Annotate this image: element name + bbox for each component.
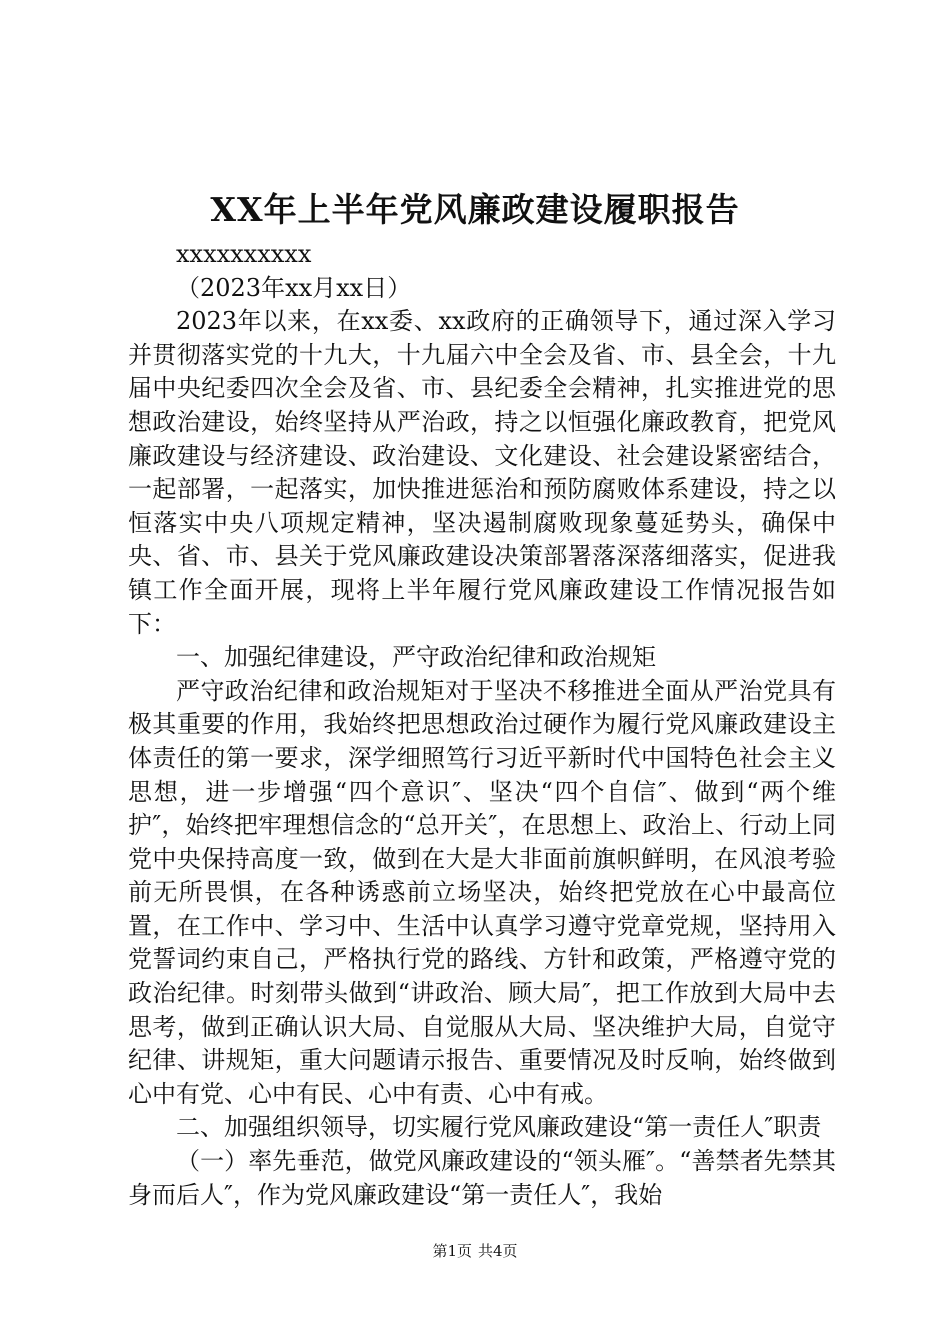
section-heading-2: 二、加强组织领导，切实履行党风廉政建设“第一责任人″职责 [176,1113,822,1142]
document-title: XX年上半年党风廉政建设履职报告 [210,190,740,229]
author-line: xxxxxxxxxx [176,240,312,268]
paragraph-subsection-1: （一）率先垂范，做党风廉政建设的“领头雁″。“善禁者先禁其身而后人″，作为党风廉政建设“第一责任人″，我始 [128,1147,836,1209]
page-footer [0,1240,950,1262]
page-total: 共4页 [478,1242,518,1260]
paragraph-intro: 2023年以来，在xx委、xx政府的正确领导下，通过深入学习并贯彻落实党的十九大，十九届六中全会及省、市、县全会，十九届中央纪委四次全会及省、市、县纪委全会精神，扎实推进党的思想政治建设，始终坚持从严治政，持之以恒强化廉政教育，把党风廉政建设与经济建设、政治建设、文化建设、社会建设紧密结合，一起部署，一起落实，加快推进惩治和预防腐败体系建设，持之以恒落实中央八项规定精神，坚决遏制腐败现象蔓延势头，确保中央、省、市、县关于党风廉政建设决策部署落深落细落实，促进我镇工作全面开展，现将上半年履行党风廉政建设工作情况报告如下： [128,307,836,638]
paragraph-section-1: 严守政治纪律和政治规矩对于坚决不移推进全面从严治党具有极其重要的作用，我始终把思想政治过硬作为履行党风廉政建设主体责任的第一要求，深学细照笃行习近平新时代中国特色社会主义思想，进一步增强“四个意识″、坚决“四个自信″、做到“两个维护″，始终把牢理想信念的“总开关″，在思想上、政治上、行动上同党中央保持高度一致，做到在大是大非面前旗帜鲜明，在风浪考验前无所畏惧，在各种诱惑前立场坚决，始终把党放在心中最高位置，在工作中、学习中、生活中认真学习遵守党章党规，坚持用入党誓词约束自己，严格执行党的路线、方针和政策，严格遵守党的政治纪律。时刻带头做到“讲政治、顾大局″，把工作放到大局中去思考，做到正确认识大局、自觉服从大局、坚决维护大局，自觉守纪律、讲规矩，重大问题请示报告、重要情况及时反响，始终做到心中有党、心中有民、心中有责、心中有戒。 [128,676,836,1108]
document-body [128,238,836,1212]
date-line: （2023年xx月xx日） [176,273,412,302]
page-number: 第1页 [432,1242,472,1260]
section-heading-1: 一、加强纪律建设，严守政治纪律和政治规矩 [176,643,656,672]
